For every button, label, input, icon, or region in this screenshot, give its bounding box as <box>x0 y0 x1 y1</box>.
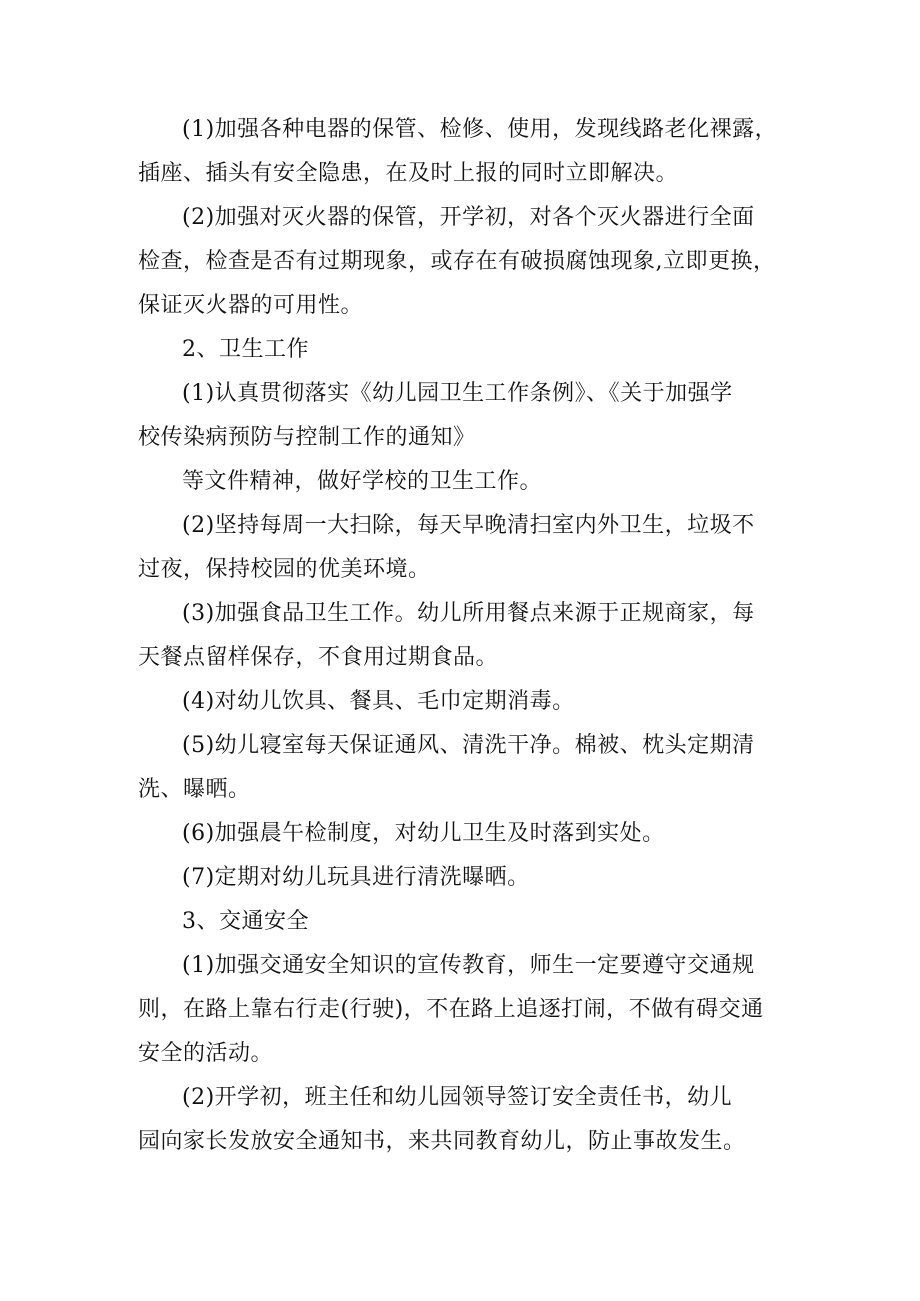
text-line: 保证灭火器的可用性。 <box>138 293 364 318</box>
text-line: (6)加强晨午检制度，对幼儿卫生及时落到实处。 <box>182 821 665 846</box>
text-line: 天餐点留样保存，不食用过期食品。 <box>138 645 499 670</box>
text-line: (3)加强食品卫生工作。幼儿所用餐点来源于正规商家，每 <box>182 601 755 626</box>
section-heading: 3、交通安全 <box>182 909 309 934</box>
text-line: 安全的活动。 <box>138 1041 274 1066</box>
text-line: (4)对幼儿饮具、餐具、毛巾定期消毒。 <box>182 689 575 714</box>
text-line: (2)加强对灭火器的保管，开学初，对各个灭火器进行全面 <box>182 205 755 230</box>
text-line: 则，在路上靠右行走(行驶)，不在路上追逐打闹，不做有碍交通 <box>138 997 764 1022</box>
text-line: (7)定期对幼儿玩具进行清洗曝晒。 <box>182 865 530 890</box>
text-line: (2)开学初，班主任和幼儿园领导签订安全责任书，幼儿 <box>182 1085 733 1110</box>
text-line: 过夜，保持校园的优美环境。 <box>138 557 431 582</box>
text-line: 校传染病预防与控制工作的通知》 <box>138 425 476 450</box>
text-line: 洗、曝晒。 <box>138 777 251 802</box>
text-line: 检查，检查是否有过期现象，或存在有破损腐蚀现象,立即更换， <box>138 249 776 274</box>
text-line: 园向家长发放安全通知书，来共同教育幼儿，防止事故发生。 <box>138 1129 746 1154</box>
text-line: (1)认真贯彻落实《幼儿园卫生工作条例》、《关于加强学 <box>182 381 733 406</box>
text-line: (1)加强交通安全知识的宣传教育，师生一定要遵守交通规 <box>182 953 755 978</box>
text-line: (5)幼儿寝室每天保证通风、清洗干净。棉被、枕头定期清 <box>182 733 755 758</box>
text-line: 插座、插头有安全隐患，在及时上报的同时立即解决。 <box>138 161 679 186</box>
text-line: 等文件精神，做好学校的卫生工作。 <box>182 469 543 494</box>
section-heading: 2、卫生工作 <box>182 337 309 362</box>
text-line: (2)坚持每周一大扫除，每天早晚清扫室内外卫生，垃圾不 <box>182 513 755 538</box>
text-line: (1)加强各种电器的保管、检修、使用，发现线路老化裸露， <box>182 117 778 142</box>
